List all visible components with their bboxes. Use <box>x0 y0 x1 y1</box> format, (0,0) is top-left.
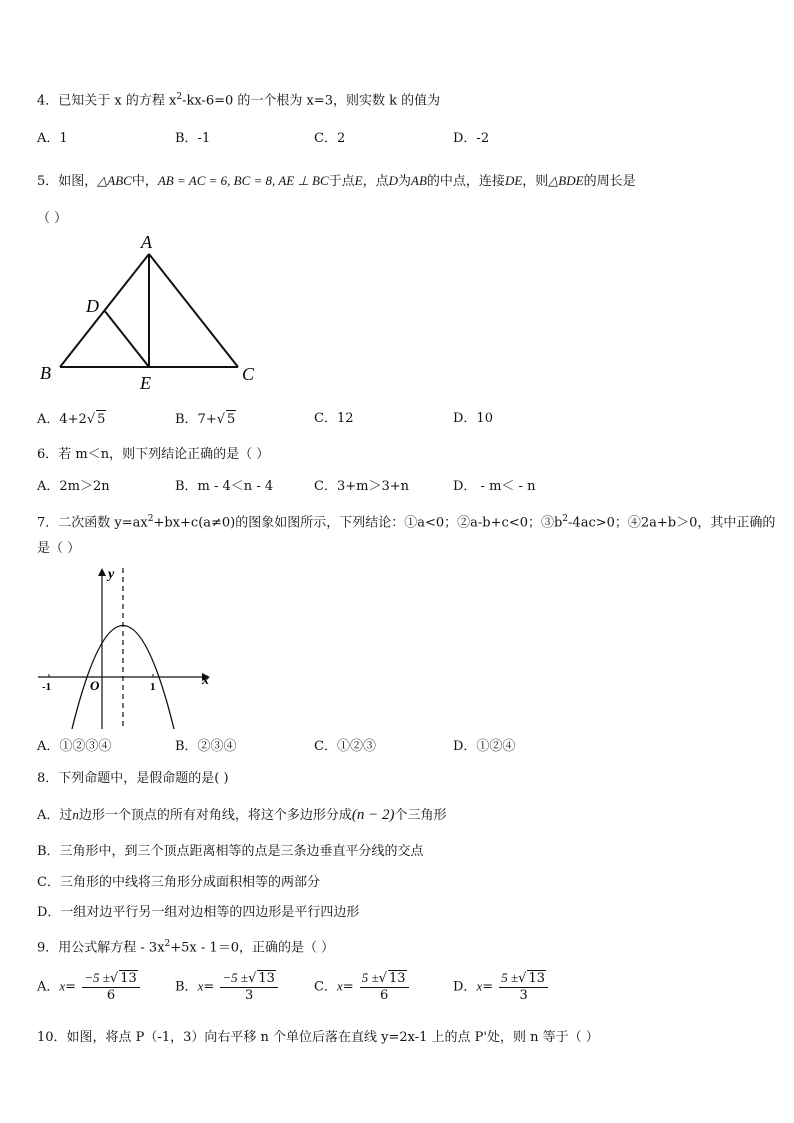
q4-option-d[interactable]: D．-2 <box>453 131 490 146</box>
q9-option-a[interactable]: A．x= $\frac{-5 \pm√ 13}{6}$ <box>37 970 142 1004</box>
fraction: $\frac{5 \pm√ 13}{6}$ <box>360 970 409 1004</box>
label-y: y <box>108 567 115 582</box>
q5-option-b[interactable]: B．7+√ 5 <box>175 412 236 427</box>
q4-option-b[interactable]: B．-1 <box>175 131 211 146</box>
q6-option-d[interactable]: D． - m＜ - n <box>453 479 536 494</box>
question-6-stem: 6．若 m＜n，则下列结论正确的是（ ） <box>37 447 270 462</box>
question-5-stem: 5．如图，△ABC中，AB = AC = 6, BC = 8, AE ⊥ BC于点E，点D为AB的中点，连接DE，则△BDE的周长是 <box>37 173 636 189</box>
fraction: $\frac{5 \pm√ 13}{3}$ <box>499 970 548 1004</box>
q7-option-a[interactable]: A．①②③④ <box>37 739 112 754</box>
sqrt-icon: √ <box>216 412 226 427</box>
q4-option-c[interactable]: C．2 <box>314 131 346 146</box>
sqrt-icon: √ <box>518 971 527 986</box>
q6-option-c[interactable]: C．3+m＞3+n <box>314 479 409 494</box>
q7-option-d[interactable]: D．①②④ <box>453 739 516 754</box>
q9-option-c[interactable]: C．x= $\frac{5 \pm√ 13}{6}$ <box>314 970 411 1004</box>
label-c: C <box>242 364 255 384</box>
sqrt-icon: √ <box>378 971 387 986</box>
label-minus-one: -1 <box>42 681 52 693</box>
label-d: D <box>86 296 99 316</box>
question-9-stem: 9．用公式解方程 - $3x^2+5x - 1=0$，正确的是（ ） <box>37 939 335 956</box>
q7-option-b[interactable]: B．②③④ <box>175 739 237 754</box>
question-4-stem: 4．已知关于 x 的方程 $x^2-kx-6=0$ 的一个根为 x=3，则实数 k 的值为 <box>37 92 441 109</box>
q7-option-c[interactable]: C．①②③ <box>314 739 376 754</box>
sqrt-icon: √ <box>248 971 257 986</box>
q5-option-c[interactable]: C．12 <box>314 411 354 426</box>
label-e: E <box>140 373 151 392</box>
question-7-stem: 7．二次函数 $y=ax^2+bx+c(a\ne 0)$的图象如图所示，下列结论：①a<0；②a-b+c<0；$③b^2-4ac>0$；④2a+b＞0，其中正确的 <box>37 514 776 531</box>
label-a: A <box>141 232 152 252</box>
triangle-figure <box>36 232 266 392</box>
q6-option-b[interactable]: B．m - 4＜n - 4 <box>175 479 274 494</box>
question-7-stem-cont: 是（ ） <box>37 541 81 556</box>
question-8-stem: 8．下列命题中，是假命题的是( ) <box>37 771 229 786</box>
question-5-paren: （ ） <box>37 211 68 226</box>
q8-option-d[interactable]: D．一组对边平行另一组对边相等的四边形是平行四边形 <box>37 905 360 920</box>
q8-option-a[interactable]: A．过n边形一个顶点的所有对角线，将这个多边形分成(n − 2)个三角形 <box>37 807 447 823</box>
q8-option-c[interactable]: C．三角形的中线将三角形分成面积相等的两部分 <box>37 875 320 890</box>
q9-option-b[interactable]: B．x= $\frac{-5 \pm√ 13}{3}$ <box>175 970 280 1004</box>
q5-option-d[interactable]: D．10 <box>453 411 493 426</box>
label-one: 1 <box>150 681 156 693</box>
q9-option-d[interactable]: D．x= $\frac{5 \pm√ 13}{3}$ <box>453 970 550 1004</box>
fraction: $\frac{-5 \pm√ 13}{3}$ <box>220 970 278 1004</box>
q8-option-b[interactable]: B．三角形中，到三个顶点距离相等的点是三条边垂直平分线的交点 <box>37 844 424 859</box>
label-origin: O <box>90 678 100 693</box>
parabola-graph <box>36 566 226 731</box>
q5-option-a[interactable]: A．4+2√ 5 <box>37 412 106 427</box>
label-x: x <box>202 673 209 688</box>
label-b: B <box>40 363 51 383</box>
question-10-stem: 10．如图，将点 P（-1，3）向右平移 n 个单位后落在直线 y=2x-1 上的点 P'处，则 n 等于（ ） <box>37 1030 599 1045</box>
q4-option-a[interactable]: A．1 <box>37 131 68 146</box>
q6-option-a[interactable]: A．2m＞2n <box>37 479 110 494</box>
sqrt-icon: √ <box>86 412 96 427</box>
sqrt-icon: √ <box>109 971 119 986</box>
fraction: $\frac{-5 \pm√ 13}{6}$ <box>82 970 140 1004</box>
